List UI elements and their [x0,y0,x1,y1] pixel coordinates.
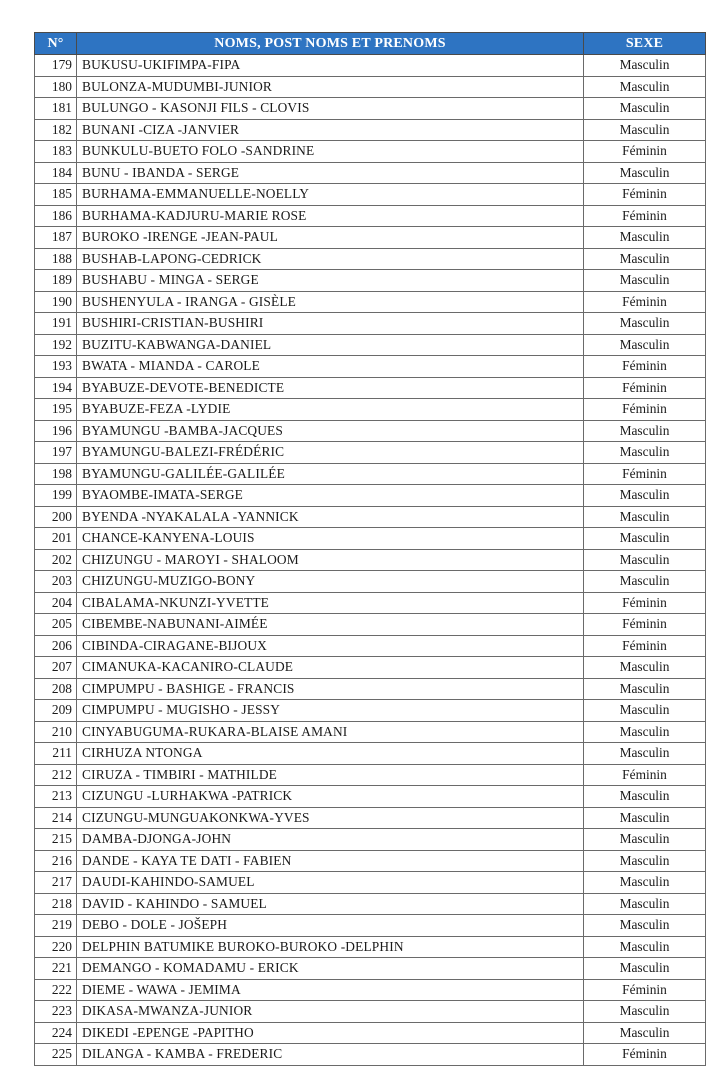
row-sex: Masculin [584,1001,706,1023]
row-name: DIKASA-MWANZA-JUNIOR [77,1001,584,1023]
row-number: 201 [35,528,77,550]
row-number: 213 [35,786,77,808]
row-number: 210 [35,721,77,743]
table-row [35,119,706,141]
row-name: CIRHUZA NTONGA [77,743,584,765]
row-sex: Masculin [584,721,706,743]
table-row [35,915,706,937]
table-row [35,743,706,765]
row-name: BYABUZE-FEZA -LYDIE [77,399,584,421]
row-number: 194 [35,377,77,399]
row-number: 205 [35,614,77,636]
table-row [35,958,706,980]
row-name: DEBO - DOLE - JOŠEPH [77,915,584,937]
table-row [35,571,706,593]
row-sex: Féminin [584,463,706,485]
row-sex: Masculin [584,786,706,808]
row-number: 179 [35,55,77,77]
row-number: 219 [35,915,77,937]
row-sex: Féminin [584,356,706,378]
row-name: BUSHENYULA - IRANGA - GISÈLE [77,291,584,313]
row-sex: Féminin [584,614,706,636]
table-row [35,1044,706,1066]
table-row [35,248,706,270]
row-sex: Féminin [584,205,706,227]
row-name: BUSHIRI-CRISTIAN-BUSHIRI [77,313,584,335]
row-name: CIZUNGU-MUNGUAKONKWA-YVES [77,807,584,829]
row-number: 206 [35,635,77,657]
row-sex: Masculin [584,893,706,915]
row-sex: Masculin [584,571,706,593]
table-row [35,227,706,249]
row-name: BUROKO -IRENGE -JEAN-PAUL [77,227,584,249]
table-row [35,463,706,485]
row-sex: Masculin [584,334,706,356]
row-name: DILANGA - KAMBA - FREDERIC [77,1044,584,1066]
row-number: 189 [35,270,77,292]
table-row [35,786,706,808]
row-sex: Masculin [584,420,706,442]
row-sex: Féminin [584,184,706,206]
table-row [35,635,706,657]
row-sex: Masculin [584,76,706,98]
row-name: CIMPUMPU - MUGISHO - JESSY [77,700,584,722]
row-name: BUNU - IBANDA - SERGE [77,162,584,184]
row-number: 204 [35,592,77,614]
row-number: 192 [35,334,77,356]
table-row [35,442,706,464]
table-row [35,721,706,743]
row-sex: Féminin [584,979,706,1001]
table-row [35,399,706,421]
row-sex: Masculin [584,678,706,700]
row-name: DELPHIN BATUMIKE BUROKO-BUROKO -DELPHIN [77,936,584,958]
table-row [35,700,706,722]
table-row [35,807,706,829]
row-number: 186 [35,205,77,227]
row-name: CIZUNGU -LURHAKWA -PATRICK [77,786,584,808]
table-row [35,76,706,98]
row-number: 195 [35,399,77,421]
row-number: 209 [35,700,77,722]
row-number: 181 [35,98,77,120]
table-row [35,356,706,378]
row-number: 207 [35,657,77,679]
table-row [35,893,706,915]
row-sex: Masculin [584,55,706,77]
row-sex: Masculin [584,528,706,550]
row-number: 221 [35,958,77,980]
row-name: CIRUZA - TIMBIRI - MATHILDE [77,764,584,786]
row-number: 196 [35,420,77,442]
row-number: 182 [35,119,77,141]
table-row [35,55,706,77]
row-number: 216 [35,850,77,872]
row-name: BYAMUNGU -BAMBA-JACQUES [77,420,584,442]
row-name: CHIZUNGU - MAROYI - SHALOOM [77,549,584,571]
row-number: 184 [35,162,77,184]
table-row [35,678,706,700]
row-name: CIMPUMPU - BASHIGE - FRANCIS [77,678,584,700]
table-row [35,313,706,335]
row-number: 217 [35,872,77,894]
row-name: DAMBA-DJONGA-JOHN [77,829,584,851]
row-name: CIBEMBE-NABUNANI-AIMÉE [77,614,584,636]
table-row [35,184,706,206]
row-sex: Féminin [584,291,706,313]
row-number: 215 [35,829,77,851]
row-name: DAUDI-KAHINDO-SAMUEL [77,872,584,894]
row-name: BYAMUNGU-GALILÉE-GALILÉE [77,463,584,485]
table-body [35,55,706,1066]
table-row [35,549,706,571]
row-number: 223 [35,1001,77,1023]
row-name: CHANCE-KANYENA-LOUIS [77,528,584,550]
row-sex: Masculin [584,227,706,249]
row-name: BYENDA -NYAKALALA -YANNICK [77,506,584,528]
table-row [35,979,706,1001]
row-name: BYAMUNGU-BALEZI-FRÉDÉRIC [77,442,584,464]
row-sex: Masculin [584,270,706,292]
row-name: BURHAMA-KADJURU-MARIE ROSE [77,205,584,227]
row-number: 211 [35,743,77,765]
table-row [35,377,706,399]
table-row [35,614,706,636]
row-name: BUNKULU-BUETO FOLO -SANDRINE [77,141,584,163]
table-row [35,506,706,528]
row-sex: Masculin [584,549,706,571]
row-number: 212 [35,764,77,786]
row-number: 208 [35,678,77,700]
row-name: BUSHABU - MINGA - SERGE [77,270,584,292]
table-row [35,829,706,851]
row-sex: Masculin [584,313,706,335]
row-name: BYAOMBE-IMATA-SERGE [77,485,584,507]
row-sex: Masculin [584,1022,706,1044]
table-row [35,850,706,872]
row-number: 193 [35,356,77,378]
table-row [35,98,706,120]
row-name: DEMANGO - KOMADAMU - ERICK [77,958,584,980]
row-name: BUZITU-KABWANGA-DANIEL [77,334,584,356]
row-sex: Féminin [584,399,706,421]
row-number: 203 [35,571,77,593]
row-sex: Masculin [584,506,706,528]
row-name: BYABUZE-DEVOTE-BENEDICTE [77,377,584,399]
row-sex: Masculin [584,743,706,765]
table-row [35,528,706,550]
table-row [35,1022,706,1044]
table-row [35,872,706,894]
row-sex: Féminin [584,764,706,786]
table-row [35,334,706,356]
row-sex: Masculin [584,807,706,829]
row-name: CINYABUGUMA-RUKARA-BLAISE AMANI [77,721,584,743]
row-sex: Féminin [584,635,706,657]
row-name: DAVID - KAHINDO - SAMUEL [77,893,584,915]
row-sex: Masculin [584,657,706,679]
row-name: BUNANI -CIZA -JANVIER [77,119,584,141]
row-sex: Féminin [584,1044,706,1066]
row-sex: Masculin [584,98,706,120]
table-row [35,291,706,313]
row-name: BULUNGO - KASONJI FILS - CLOVIS [77,98,584,120]
row-number: 222 [35,979,77,1001]
row-name: CHIZUNGU-MUZIGO-BONY [77,571,584,593]
row-number: 188 [35,248,77,270]
students-table [34,32,706,1066]
row-number: 191 [35,313,77,335]
row-sex: Masculin [584,829,706,851]
row-name: BURHAMA-EMMANUELLE-NOELLY [77,184,584,206]
row-number: 187 [35,227,77,249]
row-sex: Féminin [584,141,706,163]
table-row [35,657,706,679]
row-number: 218 [35,893,77,915]
row-number: 214 [35,807,77,829]
table-row [35,592,706,614]
row-name: BUKUSU-UKIFIMPA-FIPA [77,55,584,77]
header-names: NOMS, POST NOMS ET PRENOMS [77,33,584,55]
row-number: 202 [35,549,77,571]
row-sex: Masculin [584,485,706,507]
row-number: 197 [35,442,77,464]
row-sex: Masculin [584,162,706,184]
row-number: 190 [35,291,77,313]
table-row [35,270,706,292]
row-name: BULONZA-MUDUMBI-JUNIOR [77,76,584,98]
table-row [35,485,706,507]
row-number: 225 [35,1044,77,1066]
row-sex: Masculin [584,958,706,980]
table-row [35,162,706,184]
row-name: DANDE - KAYA TE DATI - FABIEN [77,850,584,872]
row-sex: Masculin [584,248,706,270]
table-row [35,420,706,442]
row-sex: Masculin [584,119,706,141]
row-sex: Masculin [584,872,706,894]
row-number: 199 [35,485,77,507]
row-name: DIKEDI -EPENGE -PAPITHO [77,1022,584,1044]
table-row [35,205,706,227]
table-row [35,764,706,786]
row-sex: Féminin [584,377,706,399]
row-name: CIBINDA-CIRAGANE-BIJOUX [77,635,584,657]
header-sex: SEXE [584,33,706,55]
table-row [35,936,706,958]
row-sex: Masculin [584,700,706,722]
row-number: 180 [35,76,77,98]
row-number: 183 [35,141,77,163]
row-name: DIEME - WAWA - JEMIMA [77,979,584,1001]
header-number: N° [35,33,77,55]
row-sex: Masculin [584,915,706,937]
row-number: 200 [35,506,77,528]
row-number: 185 [35,184,77,206]
row-sex: Féminin [584,592,706,614]
row-name: CIBALAMA-NKUNZI-YVETTE [77,592,584,614]
table-header-row [35,33,706,55]
row-name: BUSHAB-LAPONG-CEDRICK [77,248,584,270]
row-number: 198 [35,463,77,485]
table-row [35,141,706,163]
row-number: 220 [35,936,77,958]
table-row [35,1001,706,1023]
row-sex: Masculin [584,850,706,872]
row-name: CIMANUKA-KACANIRO-CLAUDE [77,657,584,679]
row-number: 224 [35,1022,77,1044]
row-sex: Masculin [584,442,706,464]
row-sex: Masculin [584,936,706,958]
row-name: BWATA - MIANDA - CAROLE [77,356,584,378]
